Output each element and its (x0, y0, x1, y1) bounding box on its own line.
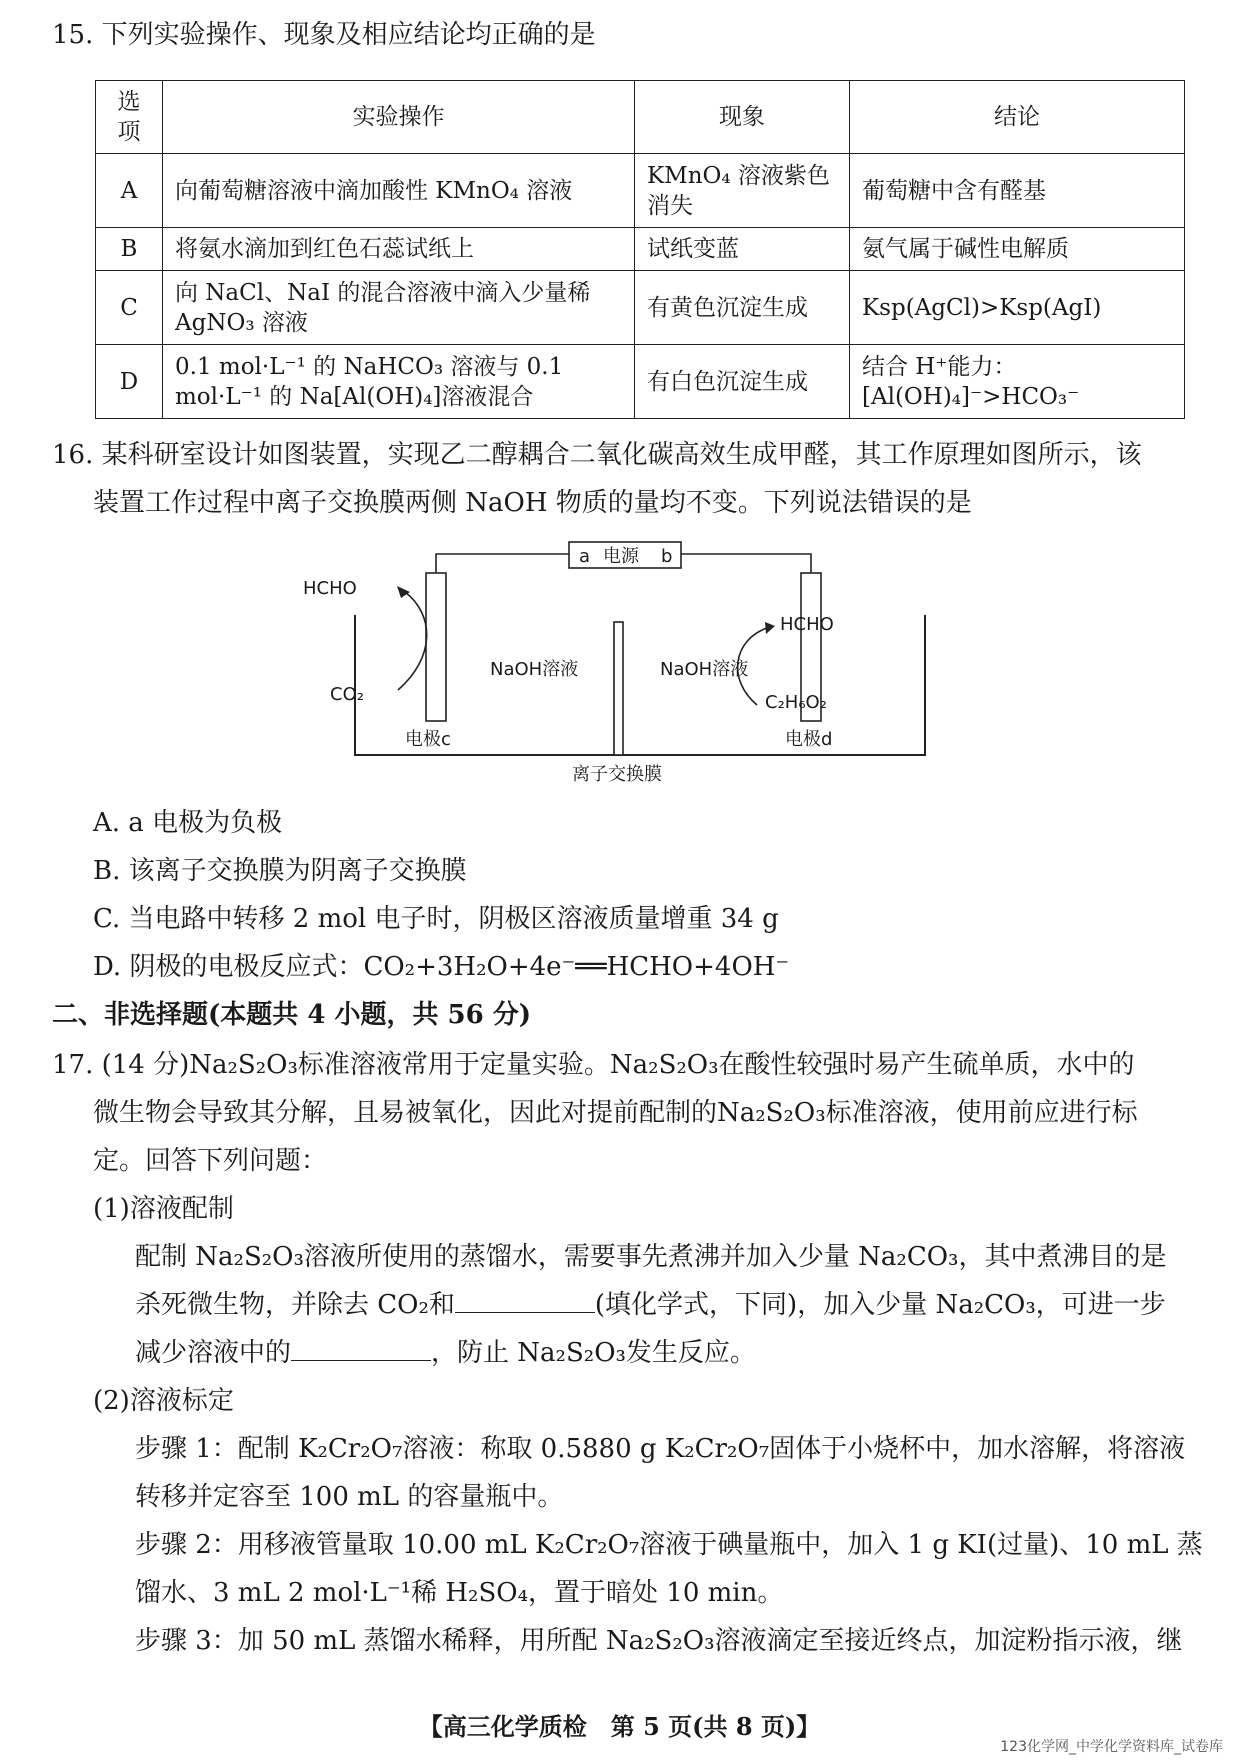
q17-sub1-title: (1)溶液配制 (93, 1194, 234, 1224)
left-arrow-head (397, 586, 410, 598)
electrolysis-diagram (303, 540, 945, 795)
q17-sub1-line2-end: (填化学式，下同)，加入少量 Na₂CO₃，可进一步 (594, 1290, 1166, 1320)
wire-left (436, 554, 569, 573)
watermark: 123化学网_中学化学资料库_试卷库 (1000, 1739, 1223, 1755)
row-operation: 向 NaCl、NaI 的混合溶液中滴入少量稀 AgNO₃ 溶液 (163, 271, 635, 345)
ion-exchange-membrane (614, 622, 623, 755)
label-hcho-left: HCHO (303, 578, 357, 599)
right-arrow-head (765, 622, 775, 634)
q16-stem-line2: 装置工作过程中离子交换膜两侧 NaOH 物质的量均不变。下列说法错误的是 (93, 488, 972, 518)
row-operation: 将氨水滴加到红色石蕊试纸上 (163, 228, 635, 271)
q16-option-a: A. a 电极为负极 (93, 808, 283, 838)
row-option: C (96, 271, 163, 345)
header-operation: 实验操作 (163, 81, 635, 154)
power-terminal-a: a (579, 546, 591, 567)
q17-sub1-line1: 配制 Na₂S₂O₃溶液所使用的蒸馏水，需要事先煮沸并加入少量 Na₂CO₃，其中煮沸目的是 (135, 1242, 1167, 1272)
header-conclusion: 结论 (850, 81, 1185, 154)
q17-step2-line1: 步骤 2：用移液管量取 10.00 mL K₂Cr₂O₇溶液于碘量瓶中，加入 1 g KI(过量)、10 mL 蒸 (135, 1530, 1203, 1560)
table-row (96, 228, 1185, 271)
q17-sub1-line2-start: 杀死微生物，并除去 CO₂和 (135, 1290, 455, 1320)
section-title: 二、非选择题(本题共 4 小题，共 56 分) (52, 1000, 532, 1030)
row-operation: 向葡萄糖溶液中滴加酸性 KMnO₄ 溶液 (163, 154, 635, 228)
row-operation: 0.1 mol·L⁻¹ 的 NaHCO₃ 溶液与 0.1 mol·L⁻¹ 的 Na[Al(OH)₄]溶液混合 (163, 345, 635, 419)
page-footer: 【高三化学质检 第 5 页(共 8 页)】 (418, 1712, 821, 1741)
left-reaction-arrow (398, 592, 427, 690)
q17-sub1-line3-start: 减少溶液中的 (135, 1338, 292, 1368)
row-option: B (96, 228, 163, 271)
table-header-row (96, 81, 1185, 154)
table-row (96, 345, 1185, 419)
q17-step2-line2: 馏水、3 mL 2 mol·L⁻¹稀 H₂SO₄，置于暗处 10 min。 (135, 1578, 784, 1608)
answer-blank-2[interactable] (291, 1338, 431, 1361)
label-electrode-c: 电极c (405, 729, 451, 750)
table-row (96, 154, 1185, 228)
q16-option-b: B. 该离子交换膜为阴离子交换膜 (93, 856, 467, 886)
row-conclusion: 氨气属于碱性电解质 (850, 228, 1185, 271)
q17-sub2-title: (2)溶液标定 (93, 1386, 234, 1416)
q15-stem: 15. 下列实验操作、现象及相应结论均正确的是 (52, 20, 596, 50)
q15-table (95, 80, 1185, 419)
header-option: 选项 (96, 81, 163, 154)
label-electrode-d: 电极d (785, 729, 833, 750)
row-conclusion: 葡萄糖中含有醛基 (850, 154, 1185, 228)
q17-line2: 微生物会导致其分解，且易被氧化，因此对提前配制的Na₂S₂O₃标准溶液，使用前应进行标 (93, 1098, 1138, 1128)
q17-line3: 定。回答下列问题： (93, 1146, 328, 1176)
row-conclusion: Ksp(AgCl)>Ksp(AgI) (850, 271, 1185, 345)
row-phenomenon: 有黄色沉淀生成 (635, 271, 850, 345)
row-conclusion: 结合 H⁺能力：[Al(OH)₄]⁻>HCO₃⁻ (850, 345, 1185, 419)
label-naoh-right: NaOH溶液 (660, 659, 749, 680)
label-membrane: 离子交换膜 (572, 764, 662, 785)
q16-option-c: C. 当电路中转移 2 mol 电子时，阴极区溶液质量增重 34 g (93, 904, 779, 934)
wire-right (681, 554, 811, 573)
q17-sub1-line3-end: ，防止 Na₂S₂O₃发生反应。 (431, 1338, 756, 1368)
power-source-label: 电源 (603, 546, 639, 567)
q16-stem-line1: 16. 某科研室设计如图装置，实现乙二醇耦合二氧化碳高效生成甲醛，其工作原理如图所示，该 (52, 440, 1142, 470)
electrode-c (426, 573, 446, 721)
q17-line1: 17. (14 分)Na₂S₂O₃标准溶液常用于定量实验。Na₂S₂O₃在酸性较强时易产生硫单质，水中的 (52, 1050, 1135, 1080)
q16-option-d: D. 阴极的电极反应式：CO₂+3H₂O+4e⁻══HCHO+4OH⁻ (93, 952, 790, 982)
label-co2: CO₂ (330, 684, 364, 705)
label-hcho-right: HCHO (780, 614, 834, 635)
row-option: A (96, 154, 163, 228)
label-c2h6o2: C₂H₆O₂ (765, 692, 827, 713)
q17-step1-line1: 步骤 1：配制 K₂Cr₂O₇溶液：称取 0.5880 g K₂Cr₂O₇固体于小烧杯中，加水溶解，将溶液 (135, 1434, 1186, 1464)
label-naoh-left: NaOH溶液 (490, 659, 579, 680)
q17-step3-line1: 步骤 3：加 50 mL 蒸馏水稀释，用所配 Na₂S₂O₃溶液滴定至接近终点，加淀粉指示液，继 (135, 1626, 1183, 1656)
header-phenomenon: 现象 (635, 81, 850, 154)
q17-sub1-line2 (135, 1290, 1166, 1320)
row-phenomenon: 有白色沉淀生成 (635, 345, 850, 419)
power-terminal-b: b (661, 546, 673, 567)
row-option: D (96, 345, 163, 419)
answer-blank-1[interactable] (455, 1290, 595, 1313)
q17-step1-line2: 转移并定容至 100 mL 的容量瓶中。 (135, 1482, 564, 1512)
table-row (96, 271, 1185, 345)
row-phenomenon: KMnO₄ 溶液紫色消失 (635, 154, 850, 228)
q17-sub1-line3 (135, 1338, 756, 1368)
row-phenomenon: 试纸变蓝 (635, 228, 850, 271)
